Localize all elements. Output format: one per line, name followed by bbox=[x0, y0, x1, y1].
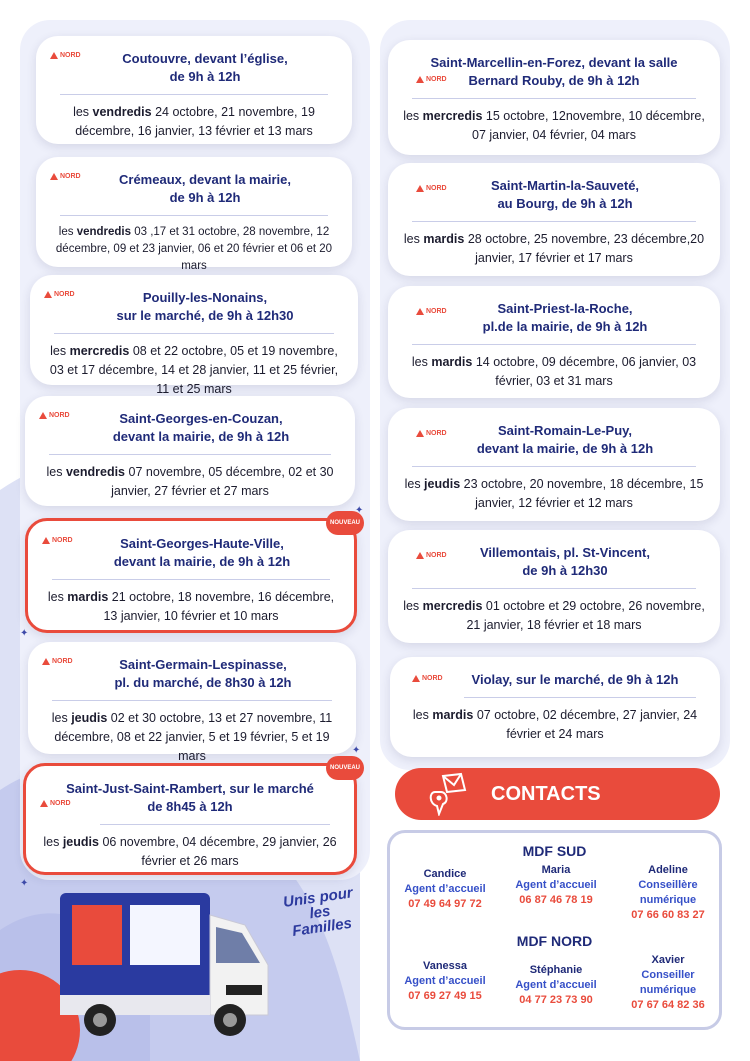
nord-icon bbox=[416, 185, 424, 192]
nord-icon bbox=[39, 412, 47, 419]
nord-icon bbox=[416, 76, 424, 83]
card-schedule: les mardis 21 octobre, 18 novembre, 16 décembre, 13 janvier, 10 février et 10 mars bbox=[47, 590, 335, 623]
card-schedule: les mardis 28 octobre, 25 novembre, 23 décembre,20 janvier, 17 février et 17 mars bbox=[403, 232, 705, 265]
nord-badge: NORD bbox=[44, 291, 75, 298]
sparkle-icon: ✦ bbox=[20, 878, 29, 889]
card-schedule: les mercredis 08 et 22 octobre, 05 et 19 novembre, 03 et 17 décembre, 14 et 28 janvier, 11 et 25 février, 11 et 25 mars bbox=[49, 344, 339, 396]
phone-number[interactable]: 07 49 64 97 72 bbox=[408, 898, 482, 910]
nord-icon bbox=[412, 675, 420, 682]
contact-candice: Candice Agent d’accueil 07 49 64 97 72 bbox=[394, 867, 496, 912]
divider bbox=[60, 94, 328, 95]
contact-xavier: Xavier Conseiller numérique 07 67 64 82 36 bbox=[618, 953, 718, 1013]
card-schedule: les jeudis 02 et 30 octobre, 13 et 27 novembre, 11 décembre, 08 et 22 janvier, 5 et 19 février, 5 et 19 mars bbox=[51, 711, 333, 763]
location-card bbox=[388, 286, 720, 398]
card-title: Saint-Romain-Le-Puy, devant la mairie, de 9h à 12h bbox=[476, 423, 654, 456]
divider bbox=[54, 333, 334, 334]
divider bbox=[52, 579, 330, 580]
location-card-new bbox=[25, 518, 360, 633]
phone-number[interactable]: 04 77 23 73 90 bbox=[519, 994, 593, 1006]
divider bbox=[412, 588, 696, 589]
divider bbox=[52, 700, 332, 701]
slogan-logo: Unis pour les Familles bbox=[282, 884, 354, 940]
card-title: Saint-Marcellin-en-Forez, devant la salle Bernard Rouby, de 9h à 12h bbox=[430, 55, 678, 88]
nord-badge: NORD bbox=[39, 412, 70, 419]
nouveau-badge: NOUVEAU bbox=[326, 756, 364, 780]
card-title: Saint-Just-Saint-Rambert, sur le marché de 8h45 à 12h bbox=[66, 781, 314, 814]
divider bbox=[412, 466, 696, 467]
card-schedule: les vendredis 03 ,17 et 31 octobre, 28 novembre, 12 décembre, 09 et 23 janvier, 06 et 20 février et 06 et 20 mars bbox=[55, 226, 333, 272]
mdf-nord-title: MDF NORD bbox=[516, 933, 593, 949]
truck-illustration bbox=[40, 875, 275, 1045]
phone-number[interactable]: 07 66 60 83 27 bbox=[631, 909, 705, 921]
nord-icon bbox=[50, 173, 58, 180]
card-schedule: les mercredis 15 octobre, 12novembre, 10 décembre, 07 janvier, 04 février, 04 mars bbox=[403, 109, 705, 142]
contact-vanessa: Vanessa Agent d’accueil 07 69 27 49 15 bbox=[394, 959, 496, 1004]
contacts-title: CONTACTS bbox=[491, 782, 601, 805]
location-card bbox=[388, 408, 720, 521]
phone-number[interactable]: 07 69 27 49 15 bbox=[408, 990, 482, 1002]
card-title: Violay, sur le marché, de 9h à 12h bbox=[471, 672, 679, 687]
card-schedule: les vendredis 07 novembre, 05 décembre, 02 et 30 janvier, 27 février et 27 mars bbox=[46, 465, 334, 498]
card-title: Pouilly-les-Nonains, sur le marché, de 9h à 12h30 bbox=[116, 290, 294, 323]
location-card bbox=[28, 642, 356, 763]
divider bbox=[464, 697, 696, 698]
nord-icon bbox=[40, 800, 48, 807]
contacts-banner bbox=[395, 768, 720, 820]
nouveau-badge: NOUVEAU bbox=[326, 511, 364, 535]
location-card-new bbox=[23, 763, 360, 875]
card-schedule: les jeudis 06 novembre, 04 décembre, 29 janvier, 26 février et 26 mars bbox=[43, 835, 337, 868]
card-title: Villemontais, pl. St-Vincent, de 9h à 12h30 bbox=[479, 545, 650, 578]
nord-badge: NORD bbox=[416, 308, 447, 315]
card-schedule: les mardis 07 octobre, 02 décembre, 27 janvier, 24 février et 24 mars bbox=[412, 708, 698, 741]
nord-icon bbox=[42, 658, 50, 665]
phone-number[interactable]: 07 67 64 82 36 bbox=[631, 999, 705, 1011]
nord-badge: NORD bbox=[416, 185, 447, 192]
contacts-box bbox=[387, 830, 722, 1030]
sparkle-icon: ✦ bbox=[20, 628, 29, 639]
nord-icon bbox=[44, 291, 52, 298]
location-card bbox=[36, 157, 352, 272]
location-card bbox=[30, 275, 358, 396]
nord-icon bbox=[50, 52, 58, 59]
location-card bbox=[36, 36, 352, 144]
contact-icon bbox=[425, 772, 473, 816]
location-card bbox=[25, 396, 355, 506]
divider bbox=[60, 215, 328, 216]
card-title: Saint-Germain-Lespinasse, pl. du marché, de 8h30 à 12h bbox=[114, 657, 292, 690]
card-schedule: les jeudis 23 octobre, 20 novembre, 18 décembre, 15 janvier, 12 février et 12 mars bbox=[404, 477, 704, 510]
divider bbox=[49, 454, 331, 455]
mdf-sud-title: MDF SUD bbox=[522, 843, 587, 859]
phone-number[interactable]: 06 87 46 78 19 bbox=[519, 894, 593, 906]
divider bbox=[100, 824, 330, 825]
nord-badge: NORD bbox=[40, 800, 71, 807]
divider bbox=[412, 221, 696, 222]
card-schedule: les mardis 14 octobre, 09 décembre, 06 janvier, 03 février, 03 et 31 mars bbox=[411, 355, 697, 388]
card-title: Saint-Martin-la-Sauveté, au Bourg, de 9h à 12h bbox=[490, 178, 640, 211]
nord-badge: NORD bbox=[416, 76, 447, 83]
card-title: Saint-Priest-la-Roche, pl.de la mairie, de 9h à 12h bbox=[482, 301, 648, 334]
nord-badge: NORD bbox=[42, 658, 73, 665]
nord-badge: NORD bbox=[50, 173, 81, 180]
nord-icon bbox=[416, 308, 424, 315]
divider bbox=[412, 98, 696, 99]
contact-adeline: Adeline Conseillère numérique 07 66 60 83 27 bbox=[618, 863, 718, 923]
location-card bbox=[388, 163, 720, 276]
sparkle-icon: ✦ bbox=[355, 505, 364, 516]
sparkle-icon: ✦ bbox=[352, 745, 361, 756]
location-card bbox=[390, 657, 720, 757]
nord-badge: NORD bbox=[412, 675, 443, 682]
divider bbox=[412, 344, 696, 345]
nord-icon bbox=[416, 552, 424, 559]
location-card bbox=[388, 40, 720, 155]
nord-icon bbox=[42, 537, 50, 544]
card-title: Saint-Georges-en-Couzan, devant la mairie, de 9h à 12h bbox=[112, 411, 290, 444]
card-title: Saint-Georges-Haute-Ville, devant la mairie, de 9h à 12h bbox=[113, 536, 291, 569]
nord-badge: NORD bbox=[416, 552, 447, 559]
card-schedule: les vendredis 24 octobre, 21 novembre, 19 décembre, 16 janvier, 13 février et 13 mars bbox=[73, 105, 315, 138]
contact-maria: Maria Agent d’accueil 06 87 46 78 19 bbox=[505, 863, 607, 908]
card-title: Coutouvre, devant l’église, de 9h à 12h bbox=[122, 51, 288, 84]
card-title: Crémeaux, devant la mairie, de 9h à 12h bbox=[119, 172, 291, 205]
location-card bbox=[388, 530, 720, 643]
nord-badge: NORD bbox=[50, 52, 81, 59]
contact-stephanie: Stéphanie Agent d’accueil 04 77 23 73 90 bbox=[505, 963, 607, 1008]
nord-badge: NORD bbox=[42, 537, 73, 544]
card-schedule: les mercredis 01 octobre et 29 octobre, 26 novembre, 21 janvier, 18 février et 18 mars bbox=[403, 599, 705, 632]
nord-badge: NORD bbox=[416, 430, 447, 437]
nord-icon bbox=[416, 430, 424, 437]
